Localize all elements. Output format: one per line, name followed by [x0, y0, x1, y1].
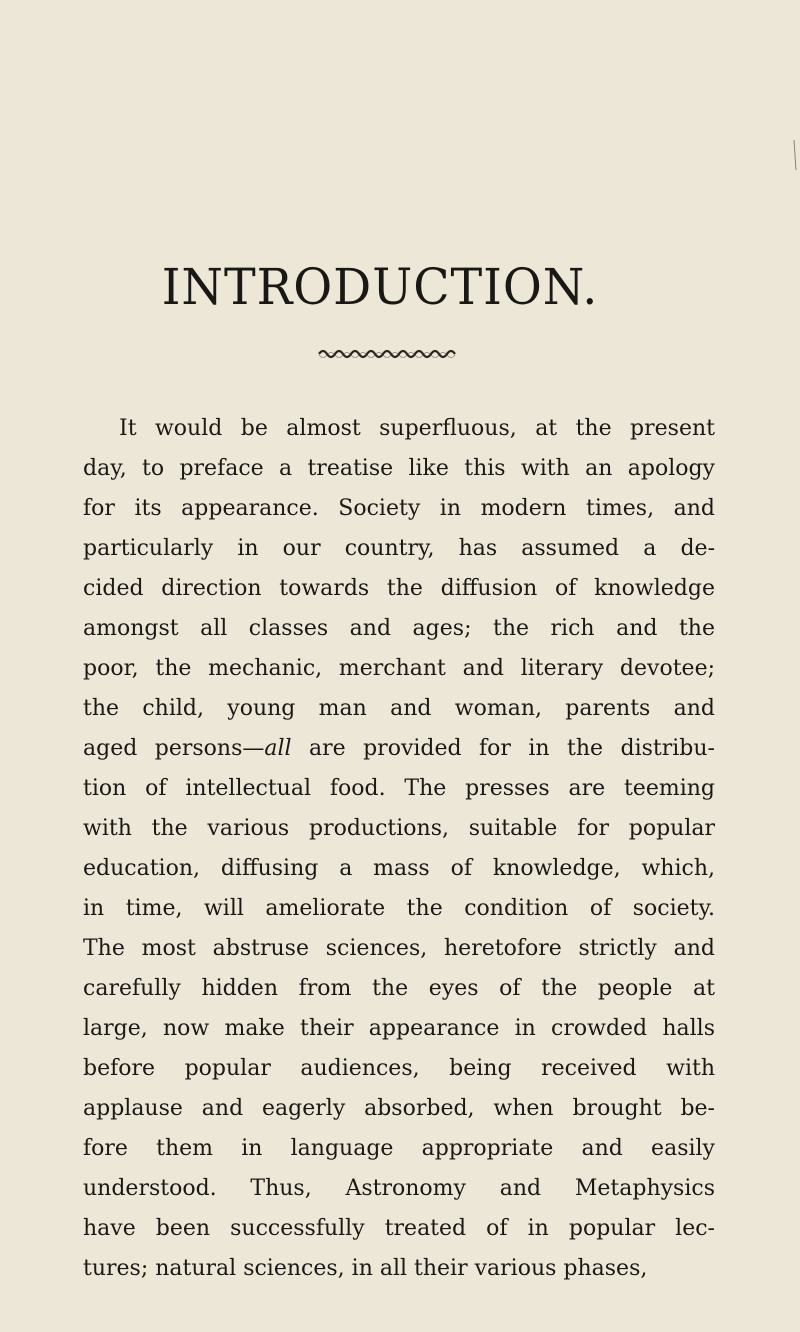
text-line: tion of intellectual food. The presses are teeming	[83, 776, 715, 801]
wavy-rule-ornament-icon	[317, 346, 457, 362]
text-line: tures; natural sciences, in all their various phases,	[83, 1256, 648, 1281]
text-line: large, now make their appearance in crowded halls	[83, 1016, 715, 1041]
text-line: It would be almost superfluous, at the present	[119, 416, 715, 441]
text-line: day, to preface a treatise like this with an apology	[83, 456, 715, 481]
text-line: for its appearance. Society in modern times, and	[83, 496, 715, 521]
text-line: have been successfully treated of in popular lec-	[83, 1216, 715, 1241]
page-edge-mark	[793, 140, 797, 170]
text-line: cided direction towards the diffusion of knowledge	[83, 576, 715, 601]
chapter-heading: INTRODUCTION.	[161, 257, 599, 316]
text-line: with the various productions, suitable for popular	[83, 816, 715, 841]
text-segment: are provided for in the distribu-	[291, 736, 715, 761]
text-line: carefully hidden from the eyes of the people at	[83, 976, 715, 1001]
text-line: the child, young man and woman, parents and	[83, 696, 715, 721]
text-line-with-italic	[83, 729, 715, 769]
text-segment: aged persons—	[83, 736, 265, 761]
text-line: poor, the mechanic, merchant and literary devotee;	[83, 656, 715, 681]
text-line: in time, will ameliorate the condition of society.	[83, 896, 715, 921]
text-line: amongst all classes and ages; the rich and the	[83, 616, 715, 641]
italic-word: all	[264, 736, 292, 761]
text-line: understood. Thus, Astronomy and Metaphysics	[83, 1176, 715, 1201]
text-line: education, diffusing a mass of knowledge, which,	[83, 856, 715, 881]
text-line: before popular audiences, being received with	[83, 1056, 715, 1081]
introduction-paragraph	[83, 409, 715, 1289]
text-line: fore them in language appropriate and easily	[83, 1136, 715, 1161]
text-line: The most abstruse sciences, heretofore strictly and	[83, 936, 715, 961]
text-line: applause and eagerly absorbed, when brought be-	[83, 1096, 715, 1121]
text-line: particularly in our country, has assumed a de-	[83, 536, 715, 561]
